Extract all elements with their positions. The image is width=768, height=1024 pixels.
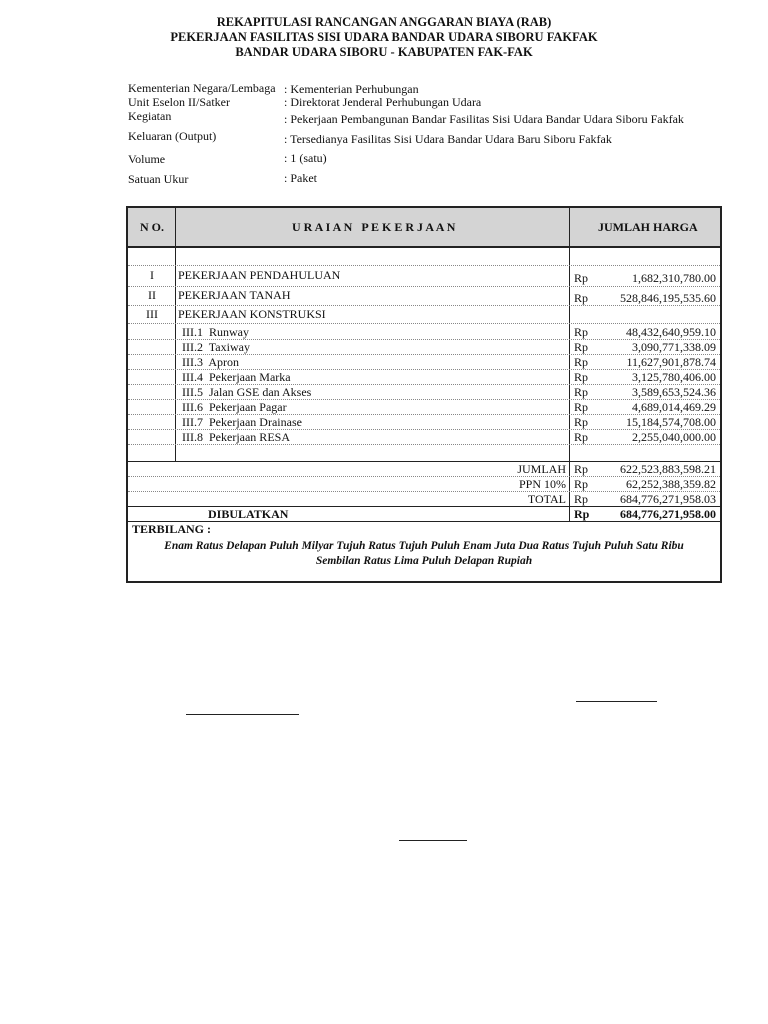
rab-table: [126, 206, 722, 583]
currency-label: Rp: [574, 325, 589, 339]
info-label: Kegiatan: [128, 109, 172, 123]
row-amount: 3,090,771,338.09: [632, 340, 716, 354]
sub-item: [182, 355, 239, 370]
row-divider: [128, 305, 720, 306]
summary-amount: 622,523,883,598.21: [620, 462, 716, 476]
sub-code: III.6: [182, 400, 203, 414]
terbilang-divider: [128, 521, 720, 522]
currency-label: Rp: [574, 492, 589, 506]
sub-item: [182, 385, 311, 400]
rounded-label: DIBULATKAN: [208, 507, 289, 521]
row-amount: 48,432,640,959.10: [626, 325, 716, 339]
currency-label: Rp: [574, 477, 589, 491]
rounded-amount: 684,776,271,958.00: [620, 507, 716, 521]
currency-label: Rp: [574, 462, 589, 476]
header-description: U R A I A N P E K E R J A A N: [292, 220, 456, 234]
sub-description: Runway: [209, 325, 249, 339]
row-description: PEKERJAAN KONSTRUKSI: [178, 307, 326, 321]
currency-label: Rp: [574, 430, 589, 444]
terbilang-label: TERBILANG :: [132, 522, 212, 536]
sub-description: Apron: [208, 355, 240, 369]
currency-label: Rp: [574, 340, 589, 354]
row-number: I: [150, 268, 154, 282]
sub-code: III.3: [182, 355, 203, 369]
currency-label: Rp: [574, 370, 589, 384]
info-label: Volume: [128, 152, 166, 166]
summary-amount: 684,776,271,958.03: [620, 492, 716, 506]
summary-label: PPN 10%: [518, 477, 566, 491]
summary-label: TOTAL: [527, 492, 566, 506]
sub-description: Taxiway: [208, 340, 250, 354]
terbilang-text: [128, 539, 720, 569]
currency-label: Rp: [574, 507, 590, 521]
sub-description: Pekerjaan RESA: [209, 430, 290, 444]
row-amount: 4,689,014,469.29: [632, 400, 716, 414]
header-amount: JUMLAH HARGA: [598, 220, 698, 234]
header-no: N O.: [140, 220, 164, 234]
row-divider: [128, 265, 720, 266]
info-value: : Pekerjaan Pembangunan Bandar Fasilitas Sisi Udara Bandar Udara Siboru Fakfak: [284, 112, 684, 126]
col-divider: [175, 208, 176, 461]
row-amount: 15,184,574,708.00: [626, 415, 716, 429]
row-amount: 2,255,040,000.00: [632, 430, 716, 444]
title-line-3: BANDAR UDARA SIBORU - KABUPATEN FAK-FAK: [235, 45, 533, 59]
sub-description: Pekerjaan Pagar: [209, 400, 287, 414]
sub-description: Pekerjaan Marka: [209, 370, 291, 384]
info-value: : Tersedianya Fasilitas Sisi Udara Bandar Udara Baru Siboru Fakfak: [284, 132, 612, 146]
row-divider: [128, 444, 720, 445]
row-amount: 3,589,653,524.36: [632, 385, 716, 399]
info-value: : Direktorat Jenderal Perhubungan Udara: [284, 95, 482, 109]
signature-line: [186, 714, 299, 715]
row-amount: 528,846,195,535.60: [620, 291, 716, 305]
info-value: : Paket: [284, 171, 317, 185]
row-number: III: [146, 307, 158, 321]
sub-item: [182, 370, 291, 385]
row-amount: 11,627,901,878.74: [626, 355, 716, 369]
terbilang-line-2: Sembilan Ratus Lima Puluh Delapan Rupiah: [315, 555, 533, 567]
row-amount: 3,125,780,406.00: [632, 370, 716, 384]
row-divider: [128, 286, 720, 287]
sub-item: [182, 430, 290, 445]
table-header: [128, 208, 720, 248]
sub-code: III.5: [182, 385, 203, 399]
row-description: PEKERJAAN PENDAHULUAN: [178, 268, 341, 282]
sub-code: III.7: [182, 415, 203, 429]
signature-line: [399, 840, 467, 841]
info-label: Satuan Ukur: [128, 172, 189, 186]
currency-label: Rp: [574, 400, 589, 414]
sub-item: [182, 325, 249, 340]
sub-item: [182, 340, 250, 355]
currency-label: Rp: [574, 355, 589, 369]
summary-amount: 62,252,388,359.82: [626, 477, 716, 491]
info-label: Kementerian Negara/Lembaga: [128, 81, 276, 95]
row-divider: [128, 323, 720, 324]
sub-item: [182, 415, 302, 430]
currency-label: Rp: [574, 385, 589, 399]
info-value: : Kementerian Perhubungan: [284, 82, 419, 96]
sub-description: Jalan GSE dan Akses: [209, 385, 312, 399]
row-description: PEKERJAAN TANAH: [178, 288, 291, 302]
title-line-2: PEKERJAAN FASILITAS SISI UDARA BANDAR UDARA SIBORU FAKFAK: [170, 30, 598, 44]
sub-item: [182, 400, 287, 415]
row-number: II: [148, 288, 156, 302]
currency-label: Rp: [574, 271, 589, 285]
info-label: Unit Eselon II/Satker: [128, 95, 230, 109]
title-line-1: REKAPITULASI RANCANGAN ANGGARAN BIAYA (RAB): [216, 15, 552, 29]
row-amount: 1,682,310,780.00: [632, 271, 716, 285]
col-divider: [569, 208, 570, 522]
sub-code: III.1: [182, 325, 203, 339]
terbilang-line-1: Enam Ratus Delapan Puluh Milyar Tujuh Ratus Tujuh Puluh Enam Juta Dua Ratus Tujuh Puluh Satu Ribu: [164, 540, 684, 552]
sub-code: III.8: [182, 430, 203, 444]
currency-label: Rp: [574, 291, 589, 305]
summary-label: JUMLAH: [517, 462, 566, 476]
sub-code: III.4: [182, 370, 203, 384]
sub-description: Pekerjaan Drainase: [209, 415, 302, 429]
info-value: : 1 (satu): [284, 151, 327, 165]
signature-line: [576, 701, 657, 702]
sub-code: III.2: [182, 340, 203, 354]
info-label: Keluaran (Output): [128, 129, 217, 143]
currency-label: Rp: [574, 415, 589, 429]
